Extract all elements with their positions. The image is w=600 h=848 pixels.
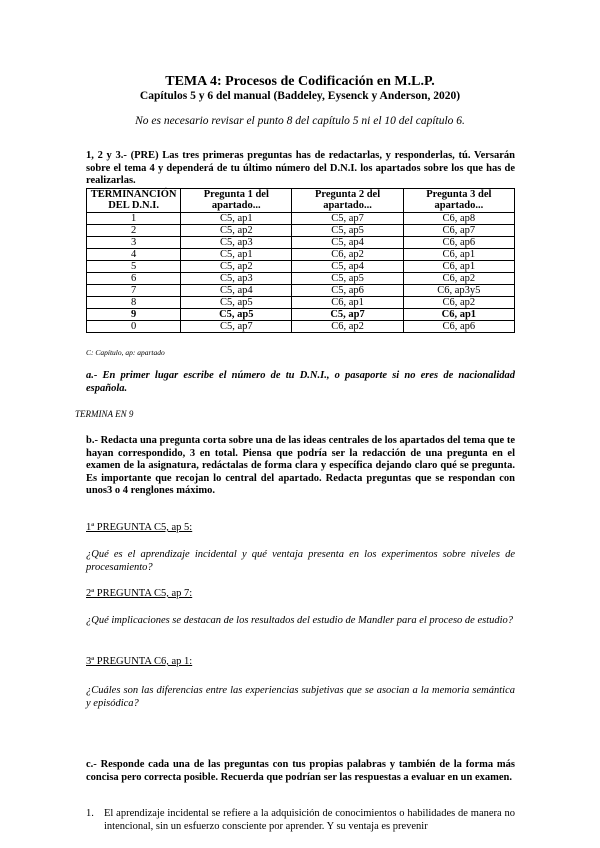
question-3-heading: 3ª PREGUNTA C6, ap 1: <box>86 656 193 667</box>
table-header-cell: TERMINANCIÓN DEL D.N.I. <box>87 189 181 213</box>
table-header-cell: Pregunta 2 del apartado... <box>292 189 403 213</box>
table-header-row <box>87 189 515 213</box>
table-cell: 8 <box>87 297 181 309</box>
table-row <box>87 237 515 249</box>
table-row <box>87 321 515 333</box>
question-1-text: ¿Qué es el aprendizaje incidental y qué ventaja presenta en los experimentos sobre niveles de procesamiento? <box>86 549 515 573</box>
table-row <box>87 297 515 309</box>
table-cell: C6, ap2 <box>292 249 403 261</box>
table-cell: C6, ap1 <box>403 249 514 261</box>
table-cell: C6, ap6 <box>403 237 514 249</box>
table-row <box>87 273 515 285</box>
table-cell: C5, ap4 <box>181 285 292 297</box>
table-cell: 5 <box>87 261 181 273</box>
table-cell: C5, ap1 <box>181 249 292 261</box>
table-cell: C6, ap3y5 <box>403 285 514 297</box>
table-cell: 3 <box>87 237 181 249</box>
section-b-prompt: b.- Redacta una pregunta corta sobre una de las ideas centrales de los apartados del tema que te hayan correspondido, 3 en total. Piensa que podría ser la redacción de una pregunta en el examen de la asignatura, redáctalas de forma clara y específica dejando claro qué se pregunta. Es importante que recojan lo central del apartado. Redacta preguntas que se respondan con unos3 o 4 renglones máximo. <box>86 435 515 496</box>
table-cell: 2 <box>87 225 181 237</box>
table-cell: C5, ap5 <box>181 297 292 309</box>
table-row-highlighted <box>87 309 515 321</box>
answer-1 <box>86 807 515 833</box>
table-cell: C6, ap8 <box>403 213 514 225</box>
table-cell: C5, ap7 <box>292 213 403 225</box>
table-cell: C5, ap5 <box>181 309 292 321</box>
question-2-text: ¿Qué implicaciones se destacan de los resultados del estudio de Mandler para el proceso de estudio? <box>86 615 514 626</box>
table-cell: 9 <box>87 309 181 321</box>
table-cell: C5, ap4 <box>292 261 403 273</box>
table-cell: C5, ap3 <box>181 273 292 285</box>
table-cell: C6, ap2 <box>403 297 514 309</box>
table-footnote: C: Capítulo, ap: apartado <box>86 348 165 357</box>
table-cell: C5, ap6 <box>292 285 403 297</box>
table-cell: C6, ap1 <box>403 309 514 321</box>
section-c-prompt: c.- Responde cada una de las preguntas con tus propias palabras y también de la forma más concisa pero correcta posible. Recuerda que podrían ser las respuestas a evaluar en un examen. <box>86 759 515 783</box>
table-cell: C5, ap5 <box>292 225 403 237</box>
table-cell: C6, ap1 <box>292 297 403 309</box>
section-a-answer: TERMINA EN 9 <box>75 409 134 419</box>
table-cell: C6, ap7 <box>403 225 514 237</box>
table-cell: 1 <box>87 213 181 225</box>
table-cell: 6 <box>87 273 181 285</box>
table-cell: C5, ap5 <box>292 273 403 285</box>
table-cell: C5, ap7 <box>292 309 403 321</box>
document-subtitle: Capítulos 5 y 6 del manual (Baddeley, Eysenck y Anderson, 2020) <box>139 90 461 102</box>
answer-1-text: El aprendizaje incidental se refiere a la adquisición de conocimientos o habilidades de manera no intencional, sin un esfuerzo consciente por aprender. Y su ventaja es prevenir <box>104 808 515 832</box>
answer-1-number: 1. <box>86 808 94 819</box>
table-cell: 4 <box>87 249 181 261</box>
table-row <box>87 213 515 225</box>
table-cell: C5, ap2 <box>181 225 292 237</box>
dni-assignment-table <box>86 188 515 333</box>
table-cell: C5, ap2 <box>181 261 292 273</box>
table-row <box>87 249 515 261</box>
table-row <box>87 225 515 237</box>
question-2-heading: 2ª PREGUNTA C5, ap 7: <box>86 588 193 599</box>
table-cell: C5, ap3 <box>181 237 292 249</box>
table-cell: C6, ap1 <box>403 261 514 273</box>
table-header-cell: Pregunta 3 del apartado... <box>403 189 514 213</box>
question-1-heading: 1ª PREGUNTA C5, ap 5: <box>86 522 193 533</box>
table-row <box>87 285 515 297</box>
revision-note: No es necesario revisar el punto 8 del capítulo 5 ni el 10 del capítulo 6. <box>135 115 465 127</box>
section-a-prompt: a.- En primer lugar escribe el número de tu D.N.I., o pasaporte si no eres de nacionalidad española. <box>86 370 515 394</box>
table-cell: C6, ap2 <box>403 273 514 285</box>
document-title: TEMA 4: Procesos de Codificación en M.L.P. <box>165 74 435 89</box>
table-cell: C6, ap6 <box>403 321 514 333</box>
table-cell: C5, ap4 <box>292 237 403 249</box>
intro-instructions: 1, 2 y 3.- (PRE) Las tres primeras preguntas has de redactarlas, y responderlas, tú. Versarán sobre el tema 4 y dependerá de tu último número del D.N.I. los apartados sobre los que has de realizarlas. <box>86 150 515 186</box>
table-cell: C5, ap7 <box>181 321 292 333</box>
question-3-text: ¿Cuáles son las diferencias entre las experiencias subjetivas que se asocian a la memoria semántica y episódica? <box>86 685 515 709</box>
table-cell: 7 <box>87 285 181 297</box>
table-row <box>87 261 515 273</box>
table-cell: C5, ap1 <box>181 213 292 225</box>
table-cell: 0 <box>87 321 181 333</box>
table-header-cell: Pregunta 1 del apartado... <box>181 189 292 213</box>
table-cell: C6, ap2 <box>292 321 403 333</box>
